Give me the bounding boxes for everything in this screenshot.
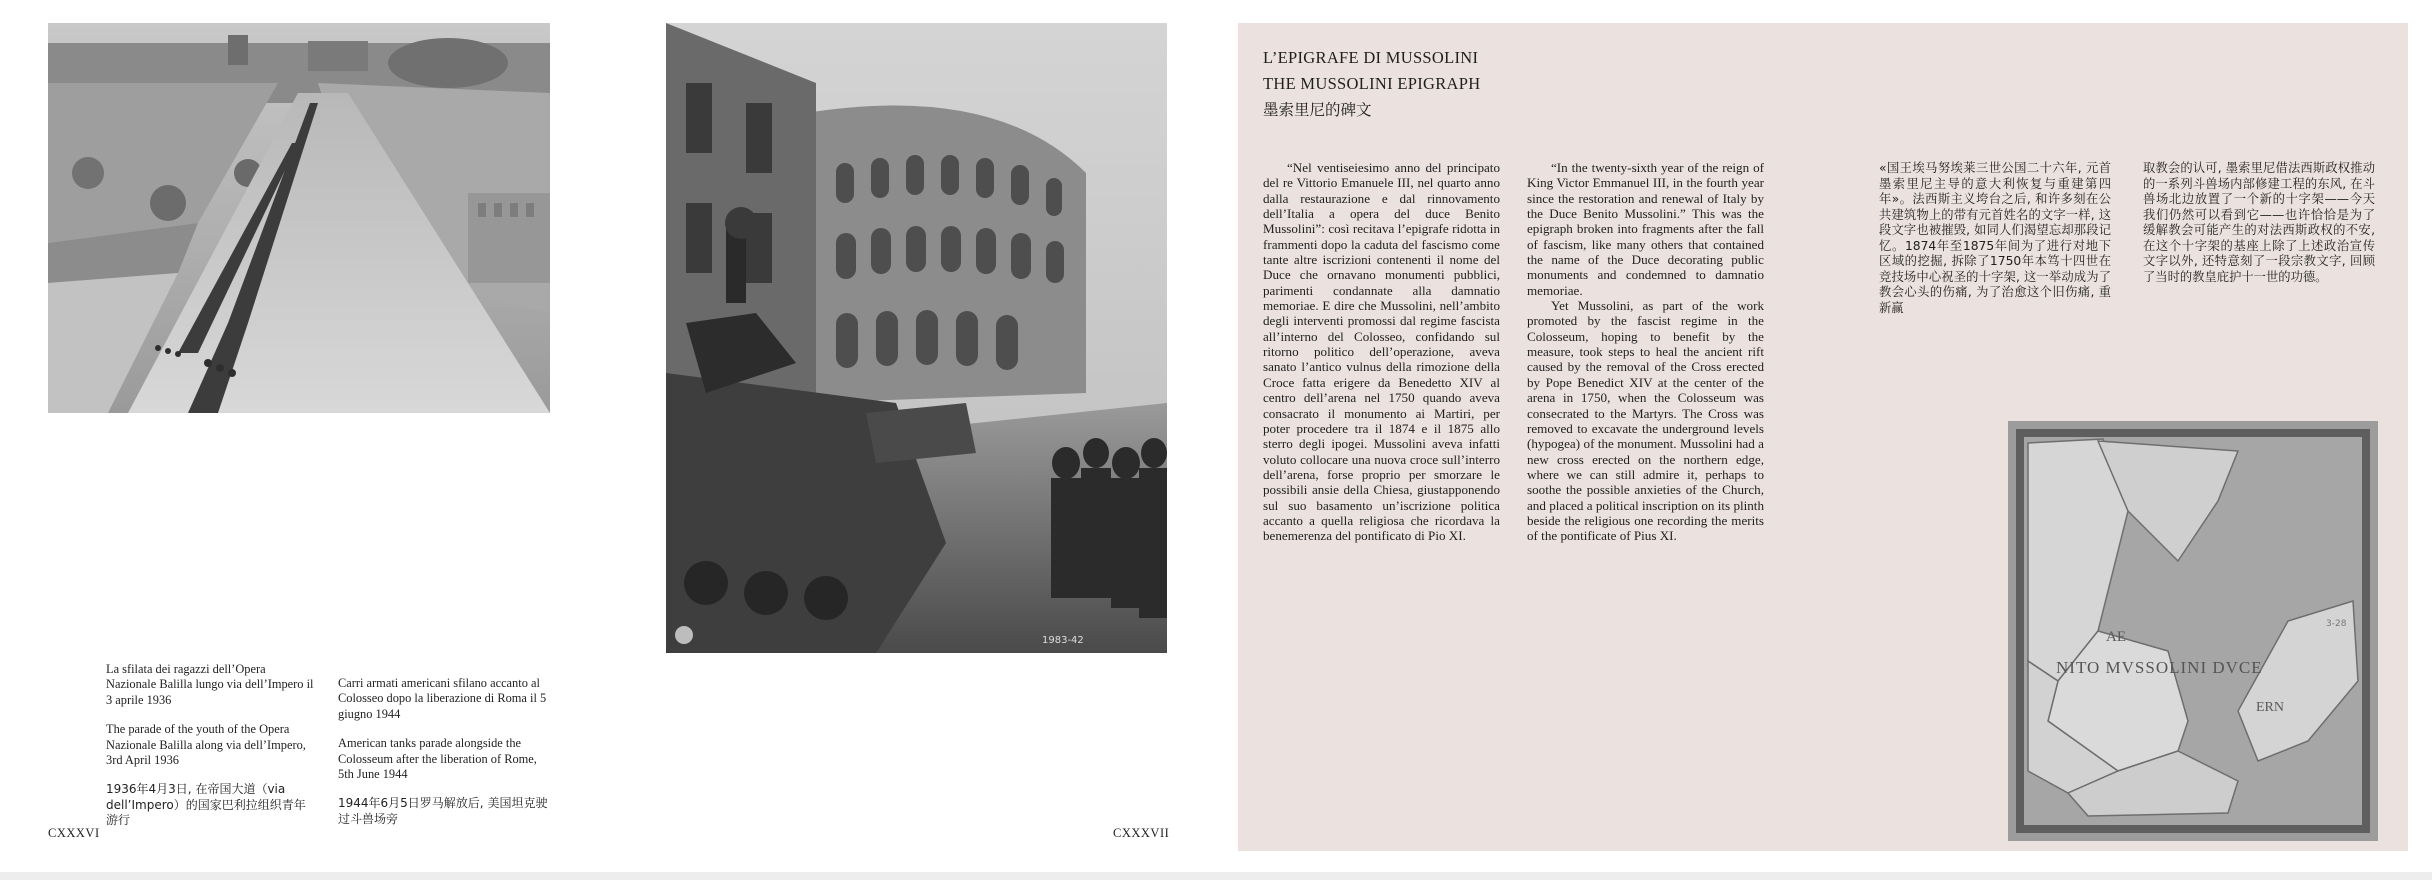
text-column-chinese-1 <box>1879 161 2111 316</box>
page-number-right: CXXXVII <box>1113 826 1170 840</box>
inscription-line-1: AE <box>2106 629 2126 645</box>
paragraph-zh-2: 取教会的认可, 墨索里尼借法西斯政权推动的一系列斗兽场内部修建工程的东风, 在斗兽场北边放置了一个新的十字架——今天我们仍然可以看到它——也许恰恰是为了缓解教会可能产生的对法西斯政权的不安, 在这个十字架的基座上除了上述政治宣传文字以外, 还特意刻了一段宗教文字, 回顾了当时的教皇庇护十一世的功德。 <box>2143 161 2375 284</box>
caption-parade-en: The parade of the youth of the Opera Nazionale Balilla along via dell’Impero, 3rd April 1936 <box>106 722 306 768</box>
caption-tanks <box>338 676 552 841</box>
page-bottom-edge <box>0 872 2432 880</box>
caption-tanks-zh: 1944年6月5日罗马解放后, 美国坦克驶过斗兽场旁 <box>338 796 548 826</box>
text-column-english <box>1527 160 1764 544</box>
caption-parade <box>106 662 316 843</box>
epigraph-panel <box>1238 23 2408 851</box>
text-column-chinese-2 <box>2143 161 2375 285</box>
title-italian: L’EPIGRAFE DI MUSSOLINI <box>1263 48 1479 67</box>
title-english: THE MUSSOLINI EPIGRAPH <box>1263 74 1481 93</box>
text-column-italian <box>1263 160 1500 544</box>
title-chinese: 墨索里尼的碑文 <box>1263 101 1372 119</box>
paragraph-en-1: “In the twenty-sixth year of the reign of King Victor Emmanuel III, in the fourth year since the restoration and renewal of Italy by the Duce Benito Mussolini.” This was the epigraph broken into fragments after the fall of fascism, like many others that contained the name of the Duce decorating public monuments and condemned to damnatio memoriae. <box>1527 160 1764 298</box>
colosseum-tanks-photo <box>666 23 1167 653</box>
caption-parade-it: La sfilata dei ragazzi dell’Opera Nazionale Balilla lungo via dell’Impero il 3 aprile 1936 <box>106 662 314 707</box>
paragraph-zh-1: «国王埃马努埃莱三世公国二十六年, 元首墨索里尼主导的意大利恢复与重建第四年»。法西斯主义垮台之后, 和许多刻在公共建筑物上的带有元首姓名的文字一样, 这段文字也被摧毁, 如同人们渴望忘却那段记忆。1874年至1875年间为了进行对地下区域的挖掘, 拆除了1750年本笃十四世在竞技场中心祝圣的十字架, 这一举动成为了教会心头的伤痛, 为了治愈这个旧伤痛, 重新赢 <box>1879 161 2111 315</box>
caption-tanks-en: American tanks parade alongside the Colosseum after the liberation of Rome, 5th June 1944 <box>338 736 537 782</box>
inscription-line-2: NITO MVSSOLINI DVCE <box>2056 658 2263 677</box>
photo-stamp: 1983-42 <box>1042 635 1084 646</box>
page-number-left: CXXXVI <box>48 826 100 840</box>
parade-photo <box>48 23 550 413</box>
paragraph-it-1: “Nel ventiseiesimo anno del principato del re Vittorio Emanuele III, nel quarto anno dalla restaurazione e dal rinnovamento dell’Italia a opera del duce Benito Mussolini”: così recitava l’epigrafe ridotta in frammenti dopo la caduta del fascismo come tante altre iscrizioni contenenti il nome del Duce che ornavano monumenti pubblici, parimenti condannate alla damnatio memoriae. E dire che Mussolini, nell’ambito degli interventi promossi dal regime fascista all’interno del Colosseo, confidando sul ritorno politico dell’operazione, aveva sanato l’antico vulnus della rimozione della Croce fatta erigere da Benedetto XIV al centro dell’arena nel 1750 quando aveva consacrato il monumento ai Martiri, per poter procedere tra il 1874 e il 1875 allo sterro degli ipogei. Mussolini aveva infatti voluto collocare una nuova croce sull’interro dell’arena, forse proprio per smorzare le possibili ansie della Chiesa, giustapponendo sul suo basamento un’iscrizione politica accanto a quella religiosa che ricordava la benemerenza del pontificato di Pio XI. <box>1263 160 1500 544</box>
fragment-mark: 3-28 <box>2326 619 2347 629</box>
section-title <box>1263 45 1480 123</box>
caption-tanks-it: Carri armati americani sfilano accanto al Colosseo dopo la liberazione di Roma il 5 giugno 1944 <box>338 676 547 721</box>
epigraph-fragments-photo <box>2008 421 2378 841</box>
inscription-line-3: ERN <box>2256 700 2284 715</box>
caption-parade-zh: 1936年4月3日, 在帝国大道（via dell’Impero）的国家巴利拉组织青年游行 <box>106 782 306 828</box>
paragraph-en-2: Yet Mussolini, as part of the work promoted by the fascist regime in the Colosseum, hoping to benefit by the measure, took steps to heal the ancient rift caused by the removal of the Cross erected by Pope Benedict XIV at the center of the arena in 1750, when the Colosseum was consecrated to the Martyrs. The Cross was removed to excavate the underground levels (hypogea) of the monument. Mussolini had a new cross erected on the northern edge, where we can still admire it, perhaps to soothe the possible anxieties of the Church, and placed a political inscription on its plinth beside the religious one recording the merits of the pontificate of Pius XI. <box>1527 298 1764 544</box>
